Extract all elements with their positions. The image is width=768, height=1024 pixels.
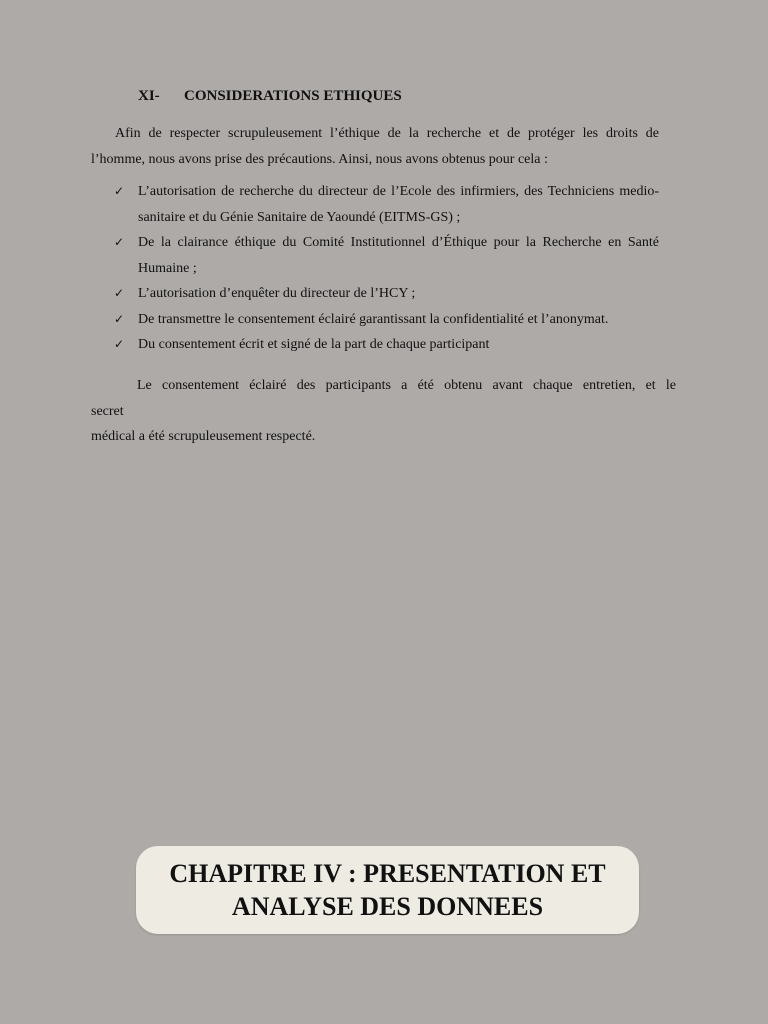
check-mark-icon: ✓ — [114, 184, 125, 198]
list-item: ✓ L’autorisation d’enquêter du directeur de l’HCY ; — [114, 281, 659, 307]
chapter-title-box — [136, 846, 639, 934]
list-item: ✓ L’autorisation de recherche du directeur de l’Ecole des infirmiers, des Techniciens medio-sanitaire et du Génie Sanitaire de Yaoundé (EITMS-GS) ; — [114, 179, 659, 230]
list-item: ✓ De transmettre le consentement éclairé garantissant la confidentialité et l’anonymat. — [114, 307, 659, 333]
consent-paragraph — [91, 373, 676, 450]
section-heading — [138, 88, 402, 105]
check-mark-icon: ✓ — [114, 337, 125, 351]
consent-line-2: secret — [91, 403, 124, 419]
chapter-title-line-1: CHAPITRE IV : PRESENTATION ET — [169, 859, 606, 888]
check-mark-icon: ✓ — [114, 286, 125, 300]
list-item: ✓ Du consentement écrit et signé de la part de chaque participant — [114, 332, 659, 358]
intro-paragraph — [91, 121, 659, 173]
consent-line-3: médical a été scrupuleusement respecté. — [91, 429, 316, 444]
consent-line-1: Le consentement éclairé des participants a été obtenu avant chaque entretien, et le — [137, 378, 676, 393]
authorization-checklist — [114, 179, 659, 358]
section-title: CONSIDERATIONS ETHIQUES — [184, 88, 402, 104]
list-item: ✓ De la clairance éthique du Comité Institutionnel d’Éthique pour la Recherche en Santé Humaine ; — [114, 230, 659, 281]
intro-text: Afin de respecter scrupuleusement l’éthique de la recherche et de protéger les droits de l’homme, nous avons prise des précautions. Ainsi, nous avons obtenus pour cela : — [91, 126, 659, 167]
check-mark-icon: ✓ — [114, 311, 125, 326]
section-number: XI- — [138, 88, 160, 104]
chapter-title-line-2: ANALYSE DES DONNEES — [231, 892, 544, 921]
check-mark-icon: ✓ — [114, 235, 125, 249]
